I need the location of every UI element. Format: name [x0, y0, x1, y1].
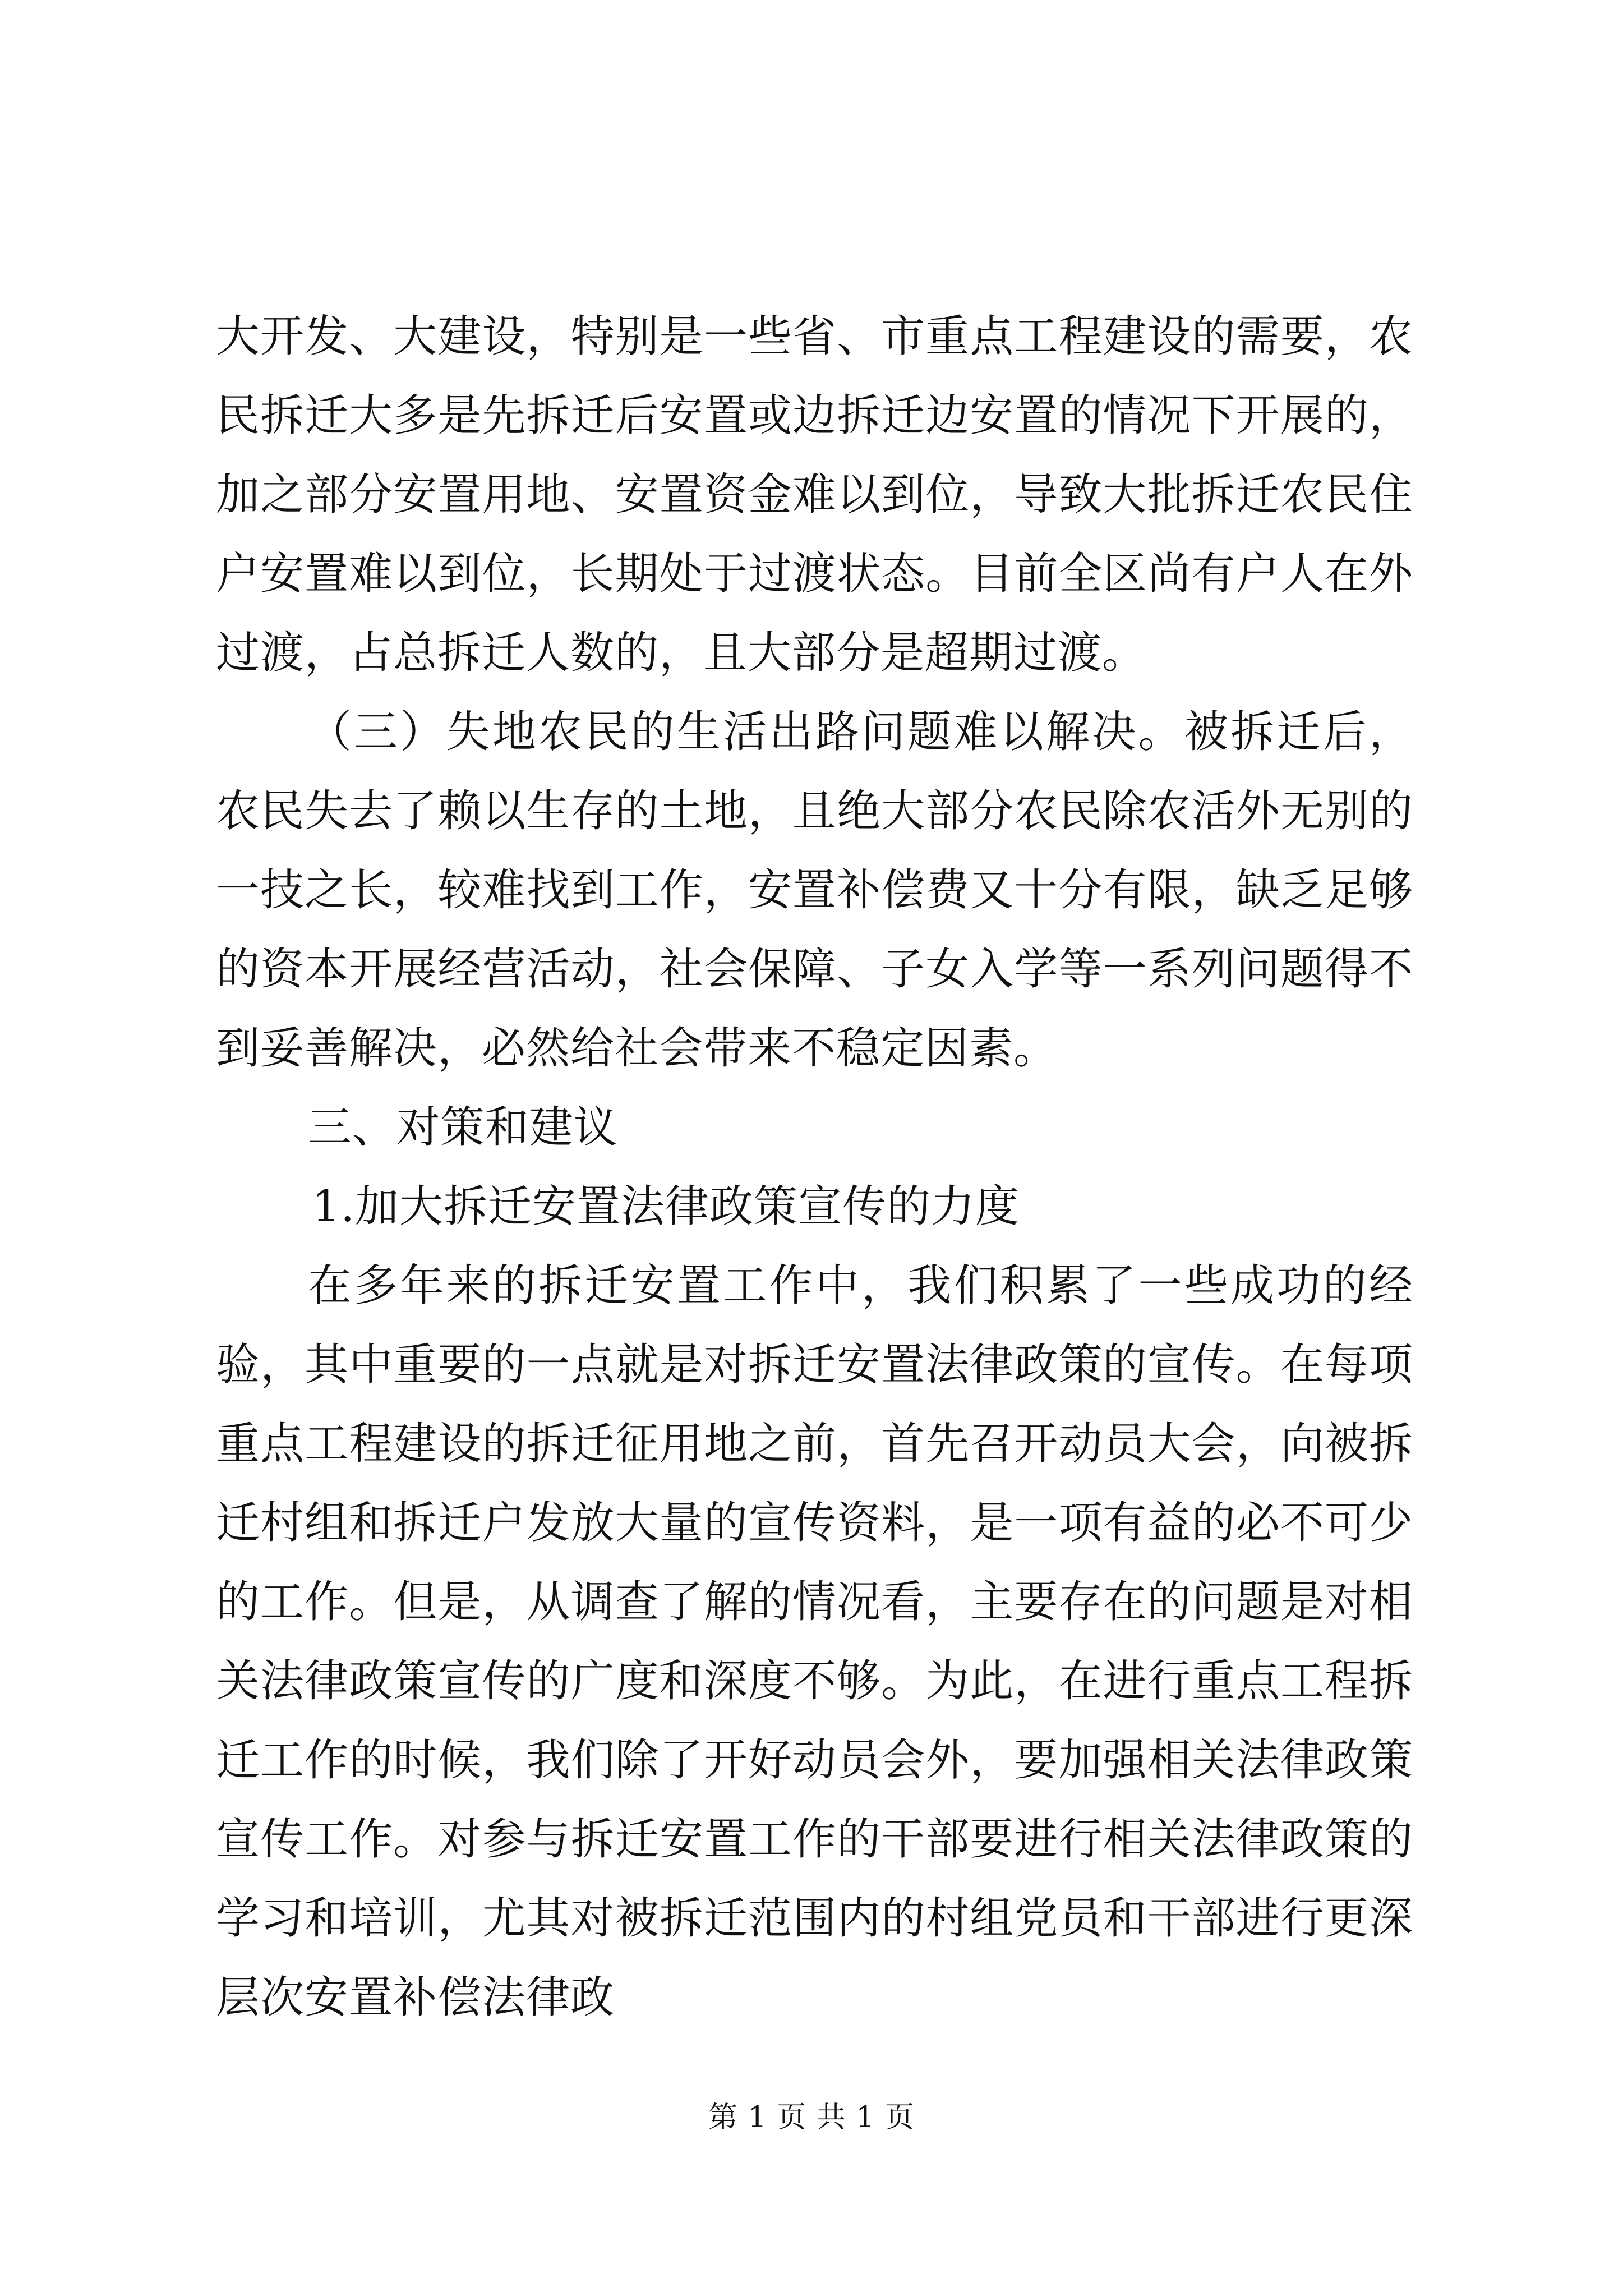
section-heading: 三、对策和建议 [307, 1102, 618, 1153]
page-footer: 第 1 页 共 1 页 [708, 2101, 915, 2134]
paragraph-policy-publicity: 在多年来的拆迁安置工作中，我们积累了一些成功的经验，其中重要的一点就是对拆迁安置法律政策的宣传。在每项重点工程建设的拆迁征用地之前，首先召开动员大会，向被拆迁村组和拆迁户发放大量的宣传资料，是一项有益的必不可少的工作。但是，从调查了解的情况看，主要存在的问题是对相关法律政策宣传的广度和深度不够。为此，在进行重点工程拆迁工作的时候，我们除了开好动员会外，要加强相关法律政策宣传工作。对参与拆迁安置工作的干部要进行相关法律政策的学习和培训，尤其对被拆迁范围内的村组党员和干部进行更深层次安置补偿法律政 [216, 1260, 1413, 2023]
subsection-heading: 1.加大拆迁安置法律政策宣传的力度 [312, 1181, 1020, 1232]
paragraph-section-three: （三）失地农民的生活出路问题难以解决。被拆迁后，农民失去了赖以生存的土地，且绝大部分农民除农活外无别的一技之长，较难找到工作，安置补偿费又十分有限，缺乏足够的资本开展经营活动，社会保障、子女入学等一系列问题得不到妥善解决，必然给社会带来不稳定因素。 [216, 707, 1413, 1074]
document-body [216, 297, 1413, 2037]
paragraph-continuation: 大开发、大建设，特别是一些省、市重点工程建设的需要，农民拆迁大多是先拆迁后安置或边拆迁边安置的情况下开展的，加之部分安置用地、安置资金难以到位，导致大批拆迁农民住户安置难以到位，长期处于过渡状态。目前全区尚有户人在外过渡，占总拆迁人数的，且大部分是超期过渡。 [216, 311, 1413, 678]
